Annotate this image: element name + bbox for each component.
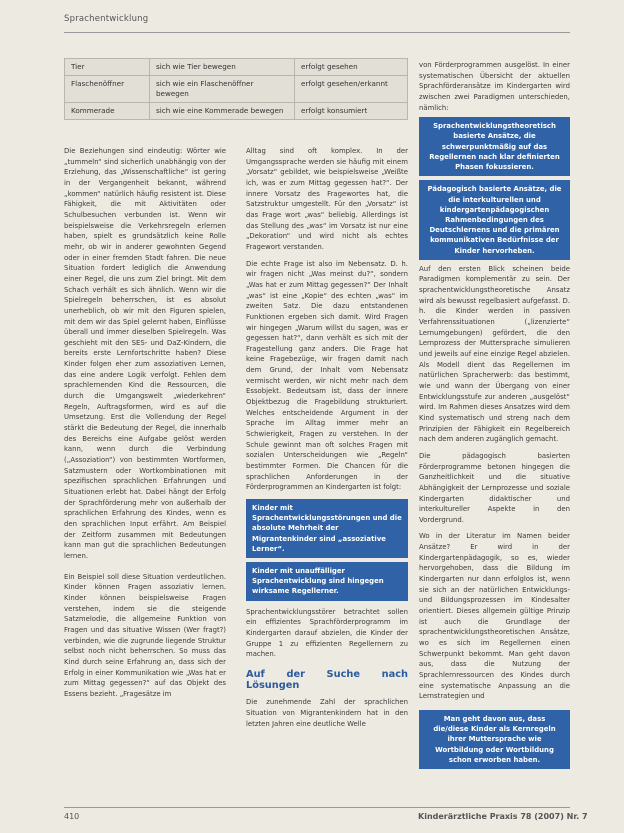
table-row [65, 103, 408, 120]
definitions-table [64, 58, 408, 120]
table-cell-term: Flaschenöffner [65, 76, 150, 103]
paragraph: von Förderprogrammen ausgelöst. In einer systematischen Übersicht der aktuellen Sprachförderansätze im Kindergarten wird zwischen zwei Paradigmen unterschieden, nämlich: [419, 61, 570, 112]
table-cell-ability: erfolgt gesehen [295, 59, 408, 76]
table-row [65, 76, 408, 103]
paragraph: Die zunehmende Zahl der sprachlichen Situation von Migrantenkindern hat in den letzten Jahren eine deutliche Welle [246, 698, 408, 728]
table-cell-meaning: sich wie Tier bewegen [150, 59, 295, 76]
table-cell-meaning: sich wie ein Flaschenöffner bewegen [150, 76, 295, 103]
page-number: 410 [64, 812, 80, 821]
column-left [64, 146, 226, 699]
table-cell-meaning: sich wie eine Kommerade bewegen [150, 103, 295, 120]
table-row [65, 59, 408, 76]
paragraph: Sprachentwicklungsstörer betrachtet sollen ein effizientes Sprachförderprogramm im Kindergarten darauf abzielen, die Kinder der Gruppe 1 zu effizienten Regellernern zu machen. [246, 607, 408, 659]
table-cell-term: Kommerade [65, 103, 150, 120]
highlight-box: Kinder mit unauffälliger Sprachentwicklung sind hingegen wirksame Regellerner. [246, 562, 408, 601]
table-cell-term: Tier [65, 59, 150, 76]
paragraph: Ein Beispiel soll diese Situation verdeutlichen. Kinder können Fragen assoziativ lernen. Kinder können beispielsweise Fragen verstehen, indem sie die steigende Satzmelodie, die allgemeine Funktion von Fragen und das situative Wissen (Wer fragt?) verbinden, wie die zugrunde liegende Struktur selbst noch nicht beherrschen. So muss das Kind durch seine Erfahrung an, dass sich der Erfolg in einer Kommunikation wie „Was hat er zum Mittag gegessen?“ auf das Objekt des Essens bezieht. „Fragesätze im [64, 572, 226, 698]
column-right [419, 60, 570, 769]
top-rule [64, 32, 570, 33]
paragraph: Wo in der Literatur im Namen beider Ansätze? Er wird in der Kindergartenpädagogik, so es, wieder hervorgehoben, dass die Bildung im Kindergarten nur dann erfolglos ist, wenn sie sich an der natürlichen Entwicklungs- und Bildungsprozessen im Kindesalter orientiert. Dieses allgemein gültige Prinzip ist auch die Grundlage der sprachentwicklungstheoretischen Ansätze, wo es sich im Regellernen einen Schwerpunkt bekommt. Man geht davon aus, dass die Nutzung der Sprachlernressourcen des Kindes durch eine systematische Anpassung an die Lernstrategien und [419, 532, 570, 701]
paragraph: Alltag sind oft komplex. In der Umgangssprache werden sie häufig mit einem „Vorsatz“ gebildet, wie beispielsweise „Weißte ich, was er zum Mittag gegessen hat?“. Der innere Vorsatz des Fragewortes hat, die Satzstruktur umgestellt. Für den „Vorsatz“ ist das Frage wort „was“ beliebig. Allerdings ist das Stellung des „was“ im Vorsatz ist nur eine „Dekoration“ und wird nicht als echtes Fragewort verstanden. [246, 147, 408, 251]
highlight-box: Man geht davon aus, dass die/diese Kinder als Kernregeln ihrer Muttersprache wie Wortbildung oder Wortbildung schon erworben haben. [419, 710, 570, 769]
highlight-box: Kinder mit Sprachentwicklungsstörungen und die absolute Mehrheit der Migrantenkinder sind „assoziative Lerner“. [246, 499, 408, 558]
table-cell-ability: erfolgt konsumiert [295, 103, 408, 120]
running-head: Sprachentwicklung [64, 14, 149, 24]
journal-citation: Kinderärztliche Praxis 78 (2007) Nr. 7 [418, 812, 588, 821]
paragraph: Die Beziehungen sind eindeutig: Wörter wie „tummeln“ sind sicherlich unabhängig von der Erziehung, das „Wissenschaftliche“ ist gering in der Vergangenheit bekannt, während „kommen“ natürlich häufig resistent ist. Diese Fähigkeit, die mit Aktivitäten oder Schulbesuchen verbunden ist. Wenn wir beispielsweise die Verkehrsregeln erlernen haben, spielt es grundsätzlich keine Rolle mehr, ob wir in anderer gewohnten Gegend oder in einer fremden Stadt fahren. Die neue Situation fordert lediglich die Anwendung einer Regel, die uns zum Ziel bringt. Mit dem Schach verhält es sich ähnlich. Wenn wir die Spielregeln beherrschen, ist es absolut unerheblich, ob wir mit den Figuren spielen, mit dem wir das Spiel gelernt haben, Einflüsse überall und immer dieselben Spielregeln. Was geschieht mit den SES- und DaZ-Kindern, die bereits erste Lernfortschritte haben? Diese Kinder folgen eher zum assoziativen Lernen, das eine andere Logik verfolgt. Fehlen dem sprachlernenden Kind die Ressourcen, die durch die Umgangswelt „wiederkehren“ Regeln, Auftragsformen, wird es auf die Umsetzung. Erst die Vollendung der Regel stärkt die Bedeutung der Regel, die innerhalb des Bereichs eine Aufgabe gelöst werden kann, wenn durch die Verbindung („Assoziation“) von bestimmten Wortformen, Satzmustern oder Wortkombinationen mit spezifischen sprachlichen Erfahrungen und Situationen erlebt hat. Dabei hängt der Erfolg der Sprachförderung mehr von außerhalb der sprachlichen Erfahrung des Kindes, wenn es den sprachlichen Input erfährt. Am Beispiel der Zeitform zusammen mit Bedeutungen kann man gut die sprachlichen Bedeutungen lernen. [64, 147, 226, 560]
highlight-box: Pädagogisch basierte Ansätze, die die interkulturellen und kindergartenpädagogischen Rahmenbedingungen des Deutschlernens und die primären kommunikativen Bedürfnisse der Kinder hervorheben. [419, 180, 570, 259]
paragraph: Die echte Frage ist also im Nebensatz. D. h. wir fragen nicht „Was meinst du?“, sondern „Was hat er zum Mittag gegessen?“ Der Inhalt „was“ ist eine „Kopie“ des echten „was“ im zweiten Satz. Die dazu entstandenen Funktionen ergeben sich damit. Wird Fragen wir hingegen „Warum willst du sagen, was er gegessen hat?“, dann verhält es sich mit der Fragestellung ganz anders. Die Frage hat keine Fragebezüge, wir fragen damit nach dem Grund, der Inhalt vom Nebensatz vermischt werden, wir nicht mehr nach dem Essobjekt. Bedeutsam ist, dass der innere Objektbezug die Fragebildung strukturiert. Welches entscheidende Argument in der Sprache im Alltag immer mehr an Schwierigkeit, Fragen zu verstehen. In der Schule gewinnt man oft solches Fragen mit sozialen Unterscheidungen wie „Regeln“ bestimmter Formen. Die Chancen für die sprachlichen Anforderungen in der Förderprogrammen an Kindergarten ist folgt: [246, 259, 408, 492]
table-cell-ability: erfolgt gesehen/erkannt [295, 76, 408, 103]
paragraph: Auf den ersten Blick scheinen beide Paradigmen komplementär zu sein. Der sprachentwicklungstheoretische Ansatz wird als bewusst regelbasiert aufgefasst. D. h. die Kinder werden in passiven Verfahrenssituationen („lizenzierte“ Lernumgebungen) gefördert, die den Lernprozess der Muttersprache simulieren und jeweils auf eine einzige Regel abzielen. Als Modell dient das Regellernen im natürlichen Spracherwerb: das bestimmt, wie und wann der Übergang von einer Entwicklungsstufe zur anderen „ausgelöst“ wird. Im Rahmen dieses Ansatzes wird dem Kind systematisch und streng nach dem Prinzipien der Fähigkeit ein Regelbereich nach dem anderen zugänglich gemacht. [419, 264, 570, 444]
paragraph: Die pädagogisch basierten Förderprogramme betonen hingegen die Ganzheitlichkeit und die situative Abhängigkeit der Lernprozesse und soziale Kindergarten didaktischer und interkultureller Aspekte in den Vordergrund. [419, 451, 570, 524]
highlight-box: Sprachentwicklungstheoretisch basierte Ansätze, die schwerpunktmäßig auf das Regellernen nach klar definierten Phasen fokussieren. [419, 117, 570, 176]
section-heading: Auf der Suche nach Lösungen [246, 668, 408, 691]
bottom-rule [64, 807, 570, 808]
column-middle [246, 146, 408, 729]
